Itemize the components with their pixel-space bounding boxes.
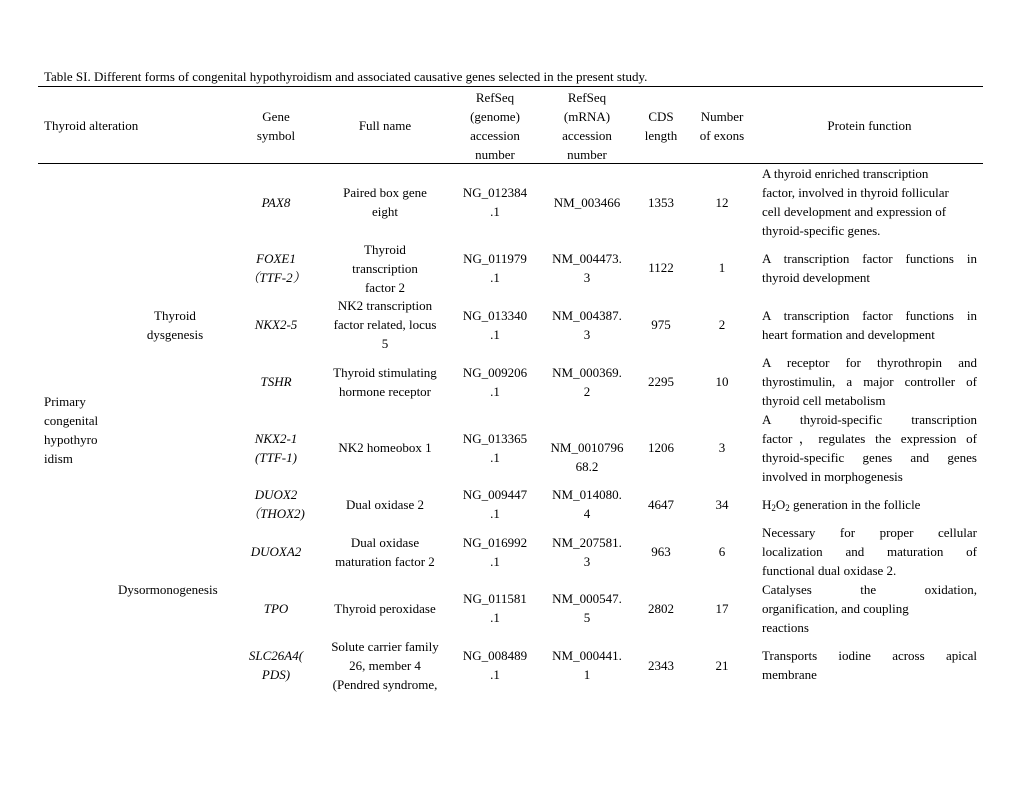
full-name: Thyroid transcription factor 2 xyxy=(352,242,418,295)
gene-symbol: PAX8 xyxy=(261,195,291,210)
gene-symbol: TPO xyxy=(263,601,289,616)
exon-count: 3 xyxy=(718,440,726,455)
refseq-mrna: NM_0010796 68.2 xyxy=(550,440,624,474)
refseq-genome: NG_012384 .1 xyxy=(462,185,528,219)
refseq-genome: NG_011979 .1 xyxy=(463,251,527,285)
protein-function: A receptor for thyrothropin and thyrostimulin, a major controller of thyroid cell metabolism xyxy=(762,355,977,408)
full-name: Solute carrier family 26, member 4 (Pendred syndrome, xyxy=(331,639,439,692)
gene-symbol: NKX2-5 xyxy=(254,317,298,332)
header-refseq-mrna: RefSeq (mRNA) accession number xyxy=(562,90,612,162)
cds-length: 1122 xyxy=(648,260,674,275)
refseq-genome: NG_009206 .1 xyxy=(462,365,528,399)
full-name: Dual oxidase maturation factor 2 xyxy=(335,535,435,569)
refseq-genome: NG_016992 .1 xyxy=(462,535,528,569)
protein-function: A thyroid enriched transcription factor, involved in thyroid follicular cell development and expression of thyroid-specific genes. xyxy=(762,166,949,238)
protein-function: A transcription factor functions in thyroid development xyxy=(762,251,977,285)
group-thyroid-dysgenesis: Thyroid dysgenesis xyxy=(146,308,204,342)
cds-length: 1353 xyxy=(648,195,674,210)
exon-count: 10 xyxy=(715,374,729,389)
exon-count: 21 xyxy=(715,658,729,673)
protein-function: $H_2O_2$ generation in the follicle xyxy=(762,497,921,513)
full-name: Thyroid stimulating hormone receptor xyxy=(333,365,437,399)
cds-length: 1206 xyxy=(648,440,674,455)
refseq-genome: NG_008489 .1 xyxy=(462,648,528,682)
header-refseq-genome: RefSeq (genome) accession number xyxy=(470,90,520,162)
protein-function: A thyroid-specific transcription factor，regulates the expression of thyroid-specific genes and genes involved in morphogenesis xyxy=(762,412,977,484)
refseq-mrna: NM_004473. 3 xyxy=(552,251,622,285)
header-cds-length: CDS length xyxy=(644,109,678,143)
full-name: Dual oxidase 2 xyxy=(346,497,424,512)
group-dysormonogenesis: Dysormonogenesis xyxy=(118,582,218,597)
gene-symbol: DUOXA2 xyxy=(250,544,302,559)
full-name: NK2 homeobox 1 xyxy=(338,440,432,455)
cds-length: 2343 xyxy=(648,658,674,673)
header-thyroid-alteration: Thyroid alteration xyxy=(44,118,139,133)
group-primary-congenital-hypothyroidism: Primary congenital hypothyro idism xyxy=(44,394,99,466)
protein-function: A transcription factor functions in heart formation and development xyxy=(762,308,977,342)
protein-function: Necessary for proper cellular localization and maturation of functional dual oxidase 2. xyxy=(762,525,977,578)
exon-count: 12 xyxy=(715,195,729,210)
refseq-mrna: NM_003466 xyxy=(553,195,621,210)
full-name: Paired box gene eight xyxy=(343,185,427,219)
refseq-genome: NG_011581 .1 xyxy=(463,591,527,625)
cds-length: 975 xyxy=(651,317,671,332)
header-number-of-exons: Number of exons xyxy=(699,109,745,143)
table-top-rule xyxy=(38,86,983,87)
gene-symbol: FOXE1 （TTF-2） xyxy=(246,251,306,285)
cds-length: 963 xyxy=(651,544,671,559)
cds-length: 2295 xyxy=(648,374,674,389)
refseq-mrna: NM_000369. 2 xyxy=(552,365,622,399)
refseq-genome: NG_013365 .1 xyxy=(462,431,528,465)
refseq-mrna: NM_000547. 5 xyxy=(552,591,622,625)
refseq-genome: NG_009447 .1 xyxy=(462,487,528,521)
exon-count: 17 xyxy=(715,601,729,616)
refseq-mrna: NM_014080. 4 xyxy=(552,487,622,521)
exon-count: 1 xyxy=(718,260,726,275)
refseq-mrna: NM_004387. 3 xyxy=(552,308,622,342)
full-name: Thyroid peroxidase xyxy=(334,601,436,616)
full-name: NK2 transcription factor related, locus 5 xyxy=(333,298,437,351)
refseq-mrna: NM_207581. 3 xyxy=(552,535,622,569)
header-protein-function: Protein function xyxy=(827,118,912,133)
exon-count: 34 xyxy=(715,497,729,512)
gene-symbol: SLC26A4( PDS) xyxy=(248,648,304,682)
cds-length: 4647 xyxy=(648,497,674,512)
cds-length: 2802 xyxy=(648,601,674,616)
gene-symbol: TSHR xyxy=(260,374,292,389)
table-caption: Table SI. Different forms of congenital hypothyroidism and associated causative genes selected in the present study. xyxy=(44,69,648,84)
header-gene-symbol: Gene symbol xyxy=(256,109,296,143)
gene-symbol: DUOX2 （THOX2) xyxy=(247,487,305,521)
protein-function: Catalyses the oxidation, organification, and coupling reactions xyxy=(762,582,977,635)
refseq-genome: NG_013340 .1 xyxy=(462,308,528,342)
gene-symbol: NKX2-1 (TTF-1) xyxy=(254,431,298,465)
exon-count: 2 xyxy=(718,317,726,332)
exon-count: 6 xyxy=(718,544,726,559)
protein-function: Transports iodine across apical membrane xyxy=(762,648,977,682)
refseq-mrna: NM_000441. 1 xyxy=(552,648,622,682)
header-full-name: Full name xyxy=(358,118,412,133)
